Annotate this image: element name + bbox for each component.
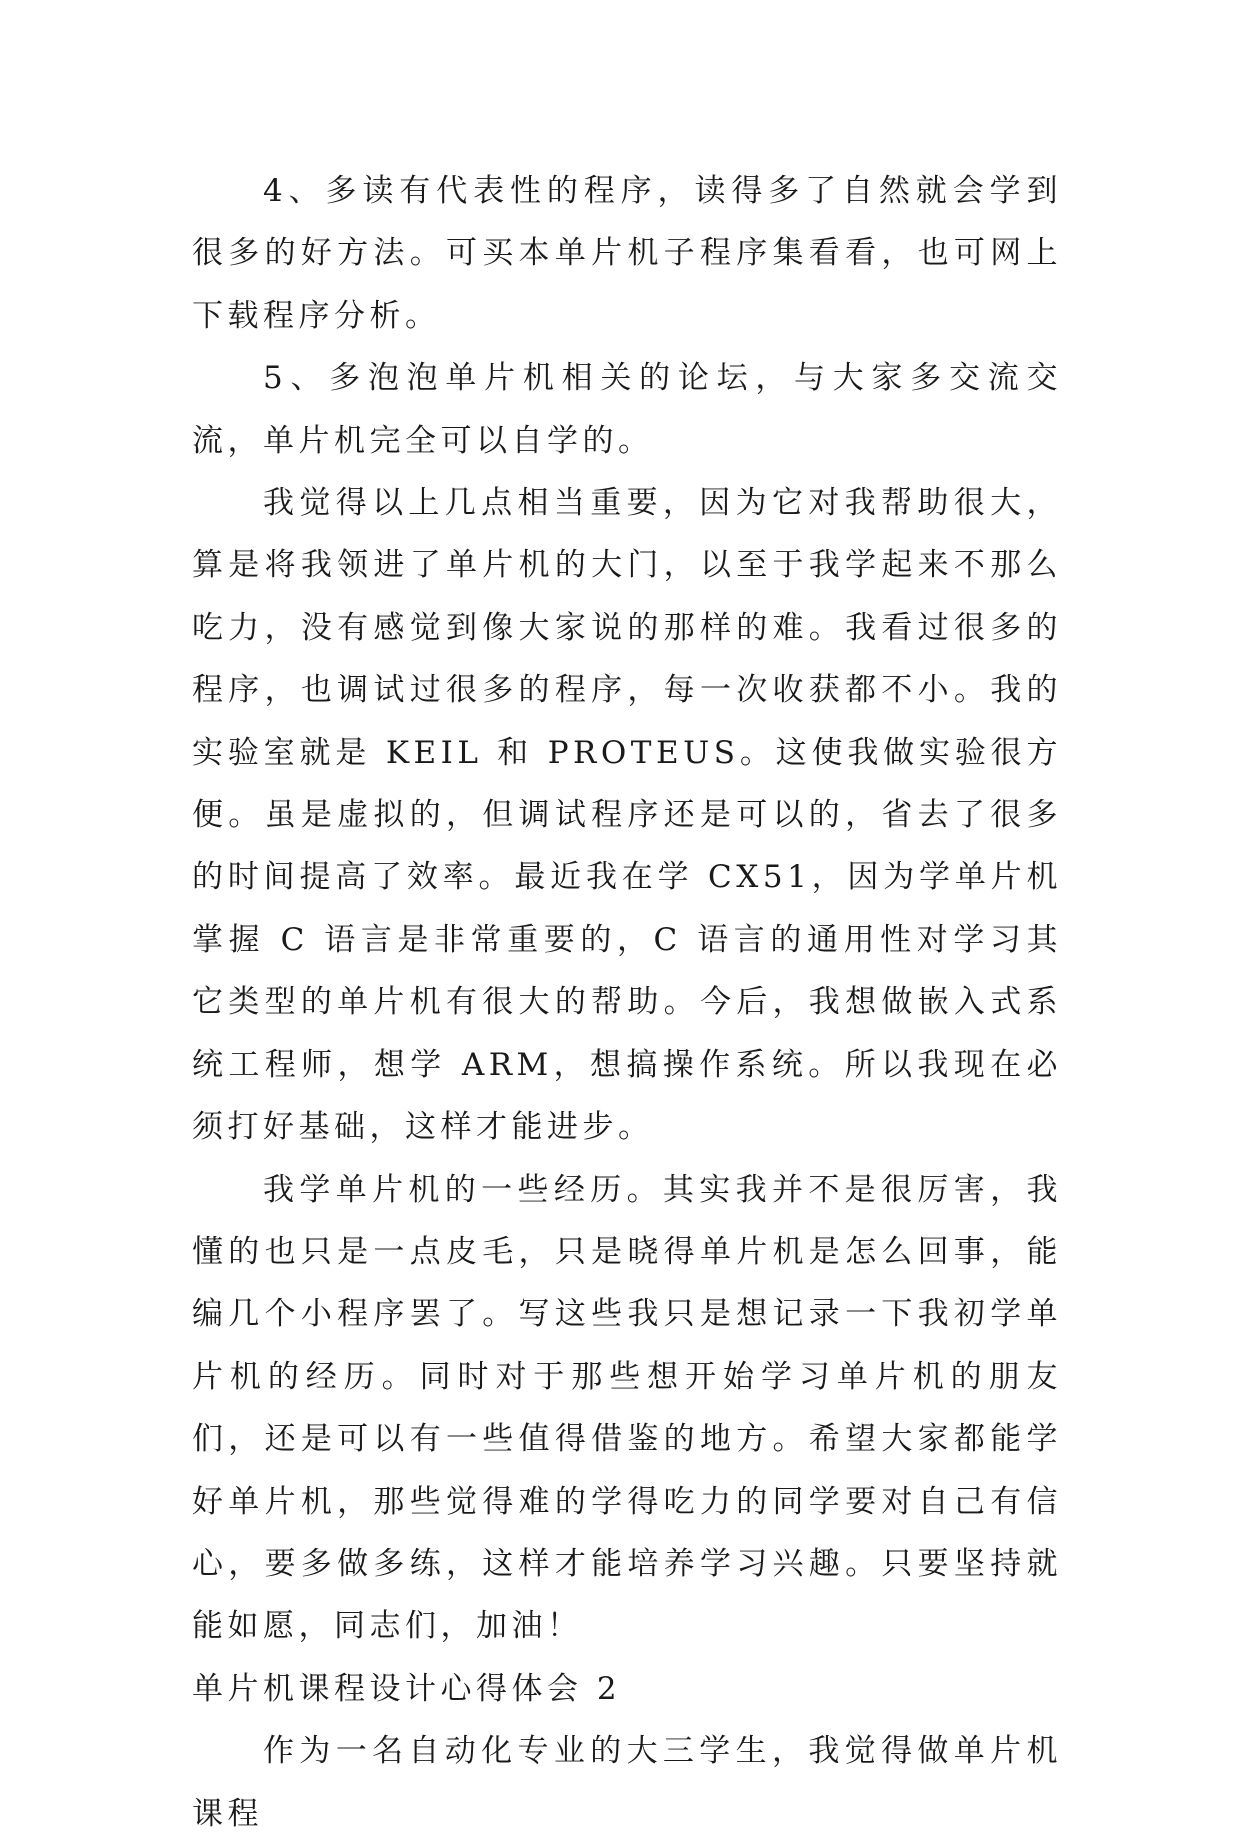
paragraph-tip-4: 4、多读有代表性的程序，读得多了自然就会学到很多的好方法。可买本单片机子程序集看看，也可网上下载程序分析。	[192, 173, 1062, 334]
paragraph-experience: 我学单片机的一些经历。其实我并不是很厉害，我懂的也只是一点皮毛，只是晓得单片机是怎么回事，能编几个小程序罢了。写这些我只是想记录一下我初学单片机的经历。同时对于那些想开始学习单片机的朋友们，还是可以有一些值得借鉴的地方。希望大家都能学好单片机，那些觉得难的学得吃力的同学要对自己有信心，要多做多练，这样才能培养学习兴趣。只要坚持就能如愿，同志们，加油！	[192, 1171, 1062, 1645]
document-body	[192, 160, 1062, 1845]
paragraph-tip-5: 5、多泡泡单片机相关的论坛，与大家多交流交流，单片机完全可以自学的。	[192, 360, 1062, 459]
paragraph-section-2-intro: 作为一名自动化专业的大三学生，我觉得做单片机课程	[192, 1733, 1062, 1832]
paragraph-reflection: 我觉得以上几点相当重要，因为它对我帮助很大，算是将我领进了单片机的大门，以至于我学起来不那么吃力，没有感觉到像大家说的那样的难。我看过很多的程序，也调试过很多的程序，每一次收获都不小。我的实验室就是 KEIL 和 PROTEUS。这使我做实验很方便。虽是虚拟的，但调试程序还是可以的，省去了很多的时间提高了效率。最近我在学 CX51，因为学单片机掌握 C 语言是非常重要的，C 语言的通用性对学习其它类型的单片机有很大的帮助。今后，我想做嵌入式系统工程师，想学 ARM，想搞操作系统。所以我现在必须打好基础，这样才能进步。	[192, 485, 1062, 1146]
section-heading: 单片机课程设计心得体会 2	[192, 1670, 622, 1707]
